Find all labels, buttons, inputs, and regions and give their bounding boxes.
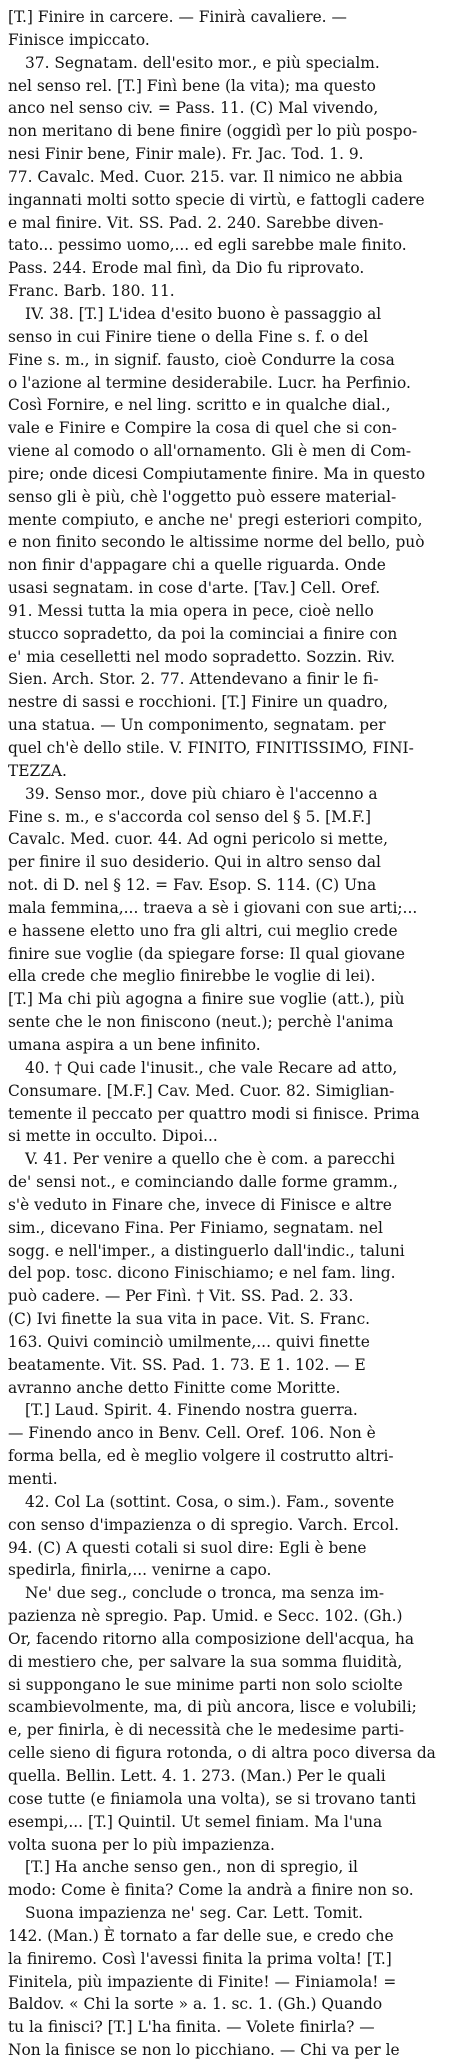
text-line: 91. Messi tutta la mia opera in pece, cioè nello — [8, 601, 374, 620]
text-line: Non la finisce se non lo picchiano. — Chi va per le — [8, 2041, 400, 2060]
text-line: V. 41. Per venire a quello che è com. a parecchi — [25, 1150, 395, 1169]
text-line: [T.] Ma chi più agogna a finire sue voglie (att.), più — [8, 990, 405, 1009]
text-line: usasi segnatam. in cose d'arte. [Tav.] Cell. Oref. — [8, 579, 381, 598]
text-line: mala femmina,... traeva a sè i giovani con sue arti;... — [8, 898, 418, 917]
text-line: [T.] Ha anche senso gen., non di spregio, il — [25, 1858, 358, 1877]
text-line: Suona impazienza ne' seg. Car. Lett. Tomit. — [25, 1904, 364, 1923]
text-line: Finisce impiccato. — [8, 30, 150, 49]
text-line: ella crede che meglio finirebbe le voglie di lei). — [8, 967, 376, 986]
text-line: di mestiero che, per salvare la sua somma fluidità, — [8, 1652, 403, 1671]
text-line: 142. (Man.) È tornato a far delle sue, e credo che — [8, 1926, 394, 1945]
text-line: una statua. — Un componimento, segnatam. per — [8, 716, 386, 735]
text-line: de' sensi not., e cominciando dalle forme gramm., — [8, 1173, 398, 1192]
text-line: umana aspira a un bene infinito. — [8, 1035, 261, 1054]
text-line: quel ch'è dello stile. V. FINITO, FINITISSIMO, FINI- — [8, 739, 414, 757]
text-line: Baldov. « Chi la sorte » a. 1. sc. 1. (Gh.) Quando — [8, 1995, 383, 2014]
text-line: vale e Finire e Compire la cosa di quel che si con- — [8, 419, 397, 438]
text-line: non finir d'appagare chi a quelle riguarda. Onde — [8, 556, 386, 575]
text-line: viene al comodo o all'ornamento. Gli è men di Com- — [8, 442, 412, 461]
text-line: sogg. e nell'imper., a distinguerlo dall'indic., taluni — [8, 1241, 405, 1260]
text-line: la finiremo. Così l'avessi finita la prima volta! [T.] — [8, 1949, 392, 1968]
text-line: Pass. 244. Erode mal finì, da Dio fu riprovato. — [8, 259, 365, 278]
text-line: Cavalc. Med. cuor. 44. Ad ogni pericolo si mette, — [8, 830, 388, 849]
text-line: avranno anche detto Finitte come Moritte. — [8, 1378, 341, 1397]
text-line: Finitela, più impaziente di Finite! — Finiamola! = — [8, 1972, 397, 1991]
text-line: non meritano di bene finire (oggidì per lo più pospo- — [8, 122, 418, 141]
text-line: temente il peccato per quattro modi si finisce. Prima — [8, 1104, 420, 1123]
text-line: senso gli è più, chè l'oggetto può essere material- — [8, 487, 397, 506]
text-line: s'è veduto in Finare che, invece di Finisce e altre — [8, 1195, 392, 1214]
text-line: Consumare. [M.F.] Cav. Med. Cuor. 82. Simiglian- — [8, 1081, 395, 1100]
text-line: e mal finire. Vit. SS. Pad. 2. 240. Sarebbe diven- — [8, 213, 384, 232]
text-line: volta suona per lo più impazienza. — [8, 1835, 275, 1854]
text-line: 77. Cavalc. Med. Cuor. 215. var. Il nimico ne abbia — [8, 167, 403, 186]
text-line: mente compiuto, e anche ne' pregi esteriori compito, — [8, 510, 423, 529]
text-line: celle sieno di figura rotonda, o di altra poco diversa da — [8, 1744, 436, 1763]
text-line: stucco sopradetto, da poi la cominciai a finire con — [8, 624, 398, 643]
text-line: tu la finisci? [T.] L'ha finita. — Volete finirla? — — [8, 2018, 375, 2037]
text-line: modo: Come è finita? Come la andrà a finire non so. — [8, 1881, 414, 1900]
text-line: 40. † Qui cade l'inusit., che vale Recare ad atto, — [25, 1058, 398, 1077]
text-line: cose tutte (e finiamola una volta), se si trovano tanti — [8, 1789, 417, 1808]
text-line: Ne' due seg., conclude o tronca, ma senza im- — [25, 1584, 385, 1603]
text-line: tato... pessimo uomo,... ed egli sarebbe male finito. — [8, 236, 407, 255]
text-line: pire; onde dicesi Compiutamente finire. Ma in questo — [8, 464, 426, 483]
text-line: nestre di sassi e rocchioni. [T.] Finire un quadro, — [8, 693, 389, 712]
text-line: [T.] Finire in carcere. — Finirà cavaliere. — — [8, 8, 347, 26]
text-line: anco nel senso civ. = Pass. 11. (C) Mal vivendo, — [8, 99, 379, 118]
text-line: Franc. Barb. 180. 11. — [8, 282, 175, 301]
text-line: Fine s. m., in signif. fausto, cioè Condurre la cosa — [8, 350, 395, 369]
text-line: e, per finirla, è di necessità che le medesime parti- — [8, 1721, 405, 1740]
text-line: Così Fornire, e nel ling. scritto e in qualche dial., — [8, 396, 391, 415]
dictionary-entry-text — [8, 6, 465, 2062]
text-line: quella. Bellin. Lett. 4. 1. 273. (Man.) Per le quali — [8, 1766, 386, 1785]
text-line: si suppongano le sue minime parti non solo sciolte — [8, 1675, 403, 1694]
text-line: Sien. Arch. Stor. 2. 77. Attendevano a finir le fi- — [8, 670, 379, 689]
text-line: (C) Ivi finette la sua vita in pace. Vit. S. Franc. — [8, 1310, 371, 1329]
text-line: 37. Segnatam. dell'esito mor., e più specialm. — [25, 53, 380, 72]
text-line: spedirla, finirla,... venirne a capo. — [8, 1561, 272, 1580]
text-line: not. di D. nel § 12. = Fav. Esop. S. 114. (C) Una — [8, 876, 377, 895]
text-line: menti. — [8, 1470, 58, 1488]
text-line: beatamente. Vit. SS. Pad. 1. 73. E 1. 102. — E — [8, 1355, 366, 1374]
text-line: 39. Senso mor., dove più chiaro è l'accenno a — [25, 784, 378, 803]
text-line: [T.] Laud. Spirit. 4. Finendo nostra guerra. — [25, 1401, 358, 1420]
text-line: sim., dicevano Fina. Per Finiamo, segnatam. nel — [8, 1218, 383, 1237]
text-line: 163. Quivi cominciò umilmente,... quivi finette — [8, 1332, 370, 1351]
text-line: nesi Finir bene, Finir male). Fr. Jac. Tod. 1. 9. — [8, 145, 364, 164]
text-line: esempi,... [T.] Quintil. Ut semel finiam. Ma l'una — [8, 1812, 383, 1831]
text-line: — Finendo anco in Benv. Cell. Oref. 106. Non è — [8, 1424, 376, 1443]
text-line: ingannati molti sotto specie di virtù, e fattogli cadere — [8, 190, 425, 209]
text-line: può cadere. — Per Finì. † Vit. SS. Pad. 2. 33. — [8, 1287, 354, 1306]
text-line: si mette in occulto. Dipoi... — [8, 1127, 218, 1146]
text-line: pazienza nè spregio. Pap. Umid. e Secc. 102. (Gh.) — [8, 1607, 403, 1626]
text-line: e non finito secondo le altissime norme del bello, può — [8, 533, 425, 552]
text-line: scambievolmente, ma, di più ancora, lisce e volubili; — [8, 1698, 417, 1717]
text-line: o l'azione al termine desiderabile. Lucr. ha Perfinio. — [8, 373, 411, 392]
text-line: e' mia ceselletti nel modo sopradetto. Sozzin. Riv. — [8, 647, 395, 666]
text-line: nel senso rel. [T.] Finì bene (la vita); ma questo — [8, 76, 376, 95]
text-line: Or, facendo ritorno alla composizione dell'acqua, ha — [8, 1629, 415, 1648]
text-line: per finire il suo desiderio. Qui in altro senso dal — [8, 853, 381, 872]
text-line: e hassene eletto uno fra gli altri, cui meglio crede — [8, 921, 398, 940]
text-line: TEZZA. — [8, 761, 67, 780]
text-line: del pop. tosc. dicono Finischiamo; e nel fam. ling. — [8, 1264, 396, 1283]
text-line: con senso d'impazienza o di spregio. Varch. Ercol. — [8, 1515, 399, 1534]
text-line: IV. 38. [T.] L'idea d'esito buono è passaggio al — [25, 304, 382, 323]
text-line: 94. (C) A questi cotali si suol dire: Egli è bene — [8, 1538, 367, 1557]
text-line: Fine s. m., e s'accorda col senso del § 5. [M.F.] — [8, 807, 372, 826]
text-line: sente che le non finiscono (neut.); perchè l'anima — [8, 1013, 394, 1032]
text-line: 42. Col La (sottint. Cosa, o sim.). Fam., sovente — [25, 1492, 395, 1511]
text-line: forma bella, ed è meglio volgere il costrutto altri- — [8, 1447, 394, 1466]
text-line: senso in cui Finire tiene o della Fine s. f. o del — [8, 327, 369, 346]
text-line: finire sue voglie (da spiegare forse: Il qual giovane — [8, 944, 406, 963]
